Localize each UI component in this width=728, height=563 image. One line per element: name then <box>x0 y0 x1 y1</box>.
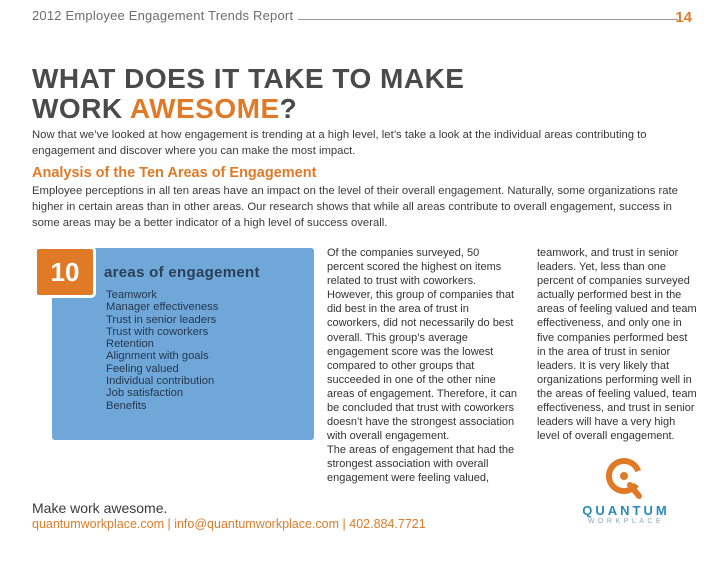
list-item: Manager effectiveness <box>106 301 219 314</box>
page-header <box>32 8 692 30</box>
areas-box-title: areas of engagement <box>104 264 260 281</box>
section-body: Employee perceptions in all ten areas have an impact on the level of their overall engagement. Naturally, some organizations rate higher in certain areas than in other areas. Our research shows that while all areas contribute to overall engagement, success in some areas may be a better indicator of a high level of success overall. <box>32 185 678 229</box>
quantum-workplace-logo <box>568 455 684 530</box>
intro-paragraph: Now that we’ve looked at how engagement is trending at a high level, let’s take a look at the individual areas contributing to engagement and discover where you can make the most impact. <box>32 129 647 157</box>
footer-tagline: Make work awesome. <box>32 500 168 516</box>
list-item: Feeling valued <box>106 362 179 375</box>
page-number: 14 <box>675 9 692 26</box>
middle-column-paragraph-2: The areas of engagement that had the strongest association with overall engagement were feeling valued, <box>327 444 515 485</box>
list-item: Trust with coworkers <box>106 325 209 338</box>
list-item: Benefits <box>106 399 147 412</box>
headline-line2-prefix: WORK <box>32 93 130 124</box>
list-item: Job satisfaction <box>106 387 184 400</box>
right-column-paragraph: teamwork, and trust in senior leaders. Yet, less than one percent of companies surveyed actually performed best in the areas of feeling valued and team effectiveness, and only one in five companies performed best in the area of trust in senior leaders. It is very likely that organizations performing well in the areas of feeling valued, team effectiveness, and trust in senior leaders will have a very high level of overall engagement. <box>537 247 697 443</box>
middle-column-paragraph-1: Of the companies surveyed, 50 percent scored the highest on items related to trust with coworkers. However, this group of companies that did best in the area of trust in coworkers, did not necessarily do best overall. This group’s average engagement score was the lowest compared to other groups that succeeded in one of the other nine areas of engagement. Therefore, it can be concluded that trust with coworkers doesn’t have the strongest association with overall engagement. <box>327 247 517 443</box>
list-item: Alignment with goals <box>106 350 209 363</box>
quantum-q-logo-icon <box>601 455 647 501</box>
list-item: Individual contribution <box>106 375 215 388</box>
headline-line1: WHAT DOES IT TAKE TO MAKE <box>32 63 465 94</box>
report-title: 2012 Employee Engagement Trends Report <box>32 8 294 23</box>
headline-accent-word: AWESOME <box>129 93 280 124</box>
logo-wordmark: QUANTUM <box>582 503 670 518</box>
logo-subtext: WORKPLACE <box>587 518 665 525</box>
areas-count-badge: 10 <box>34 246 96 298</box>
page-headline <box>32 64 465 124</box>
header-divider <box>298 19 678 20</box>
list-item: Teamwork <box>106 289 157 301</box>
footer-contact-line: quantumworkplace.com | info@quantumworkplace.com | 402.884.7721 <box>32 517 426 531</box>
list-item: Retention <box>106 338 154 351</box>
list-item: Trust in senior leaders <box>106 313 217 326</box>
areas-list <box>106 289 218 412</box>
section-title: Analysis of the Ten Areas of Engagement <box>32 165 317 181</box>
headline-line2-suffix: ? <box>279 93 298 124</box>
